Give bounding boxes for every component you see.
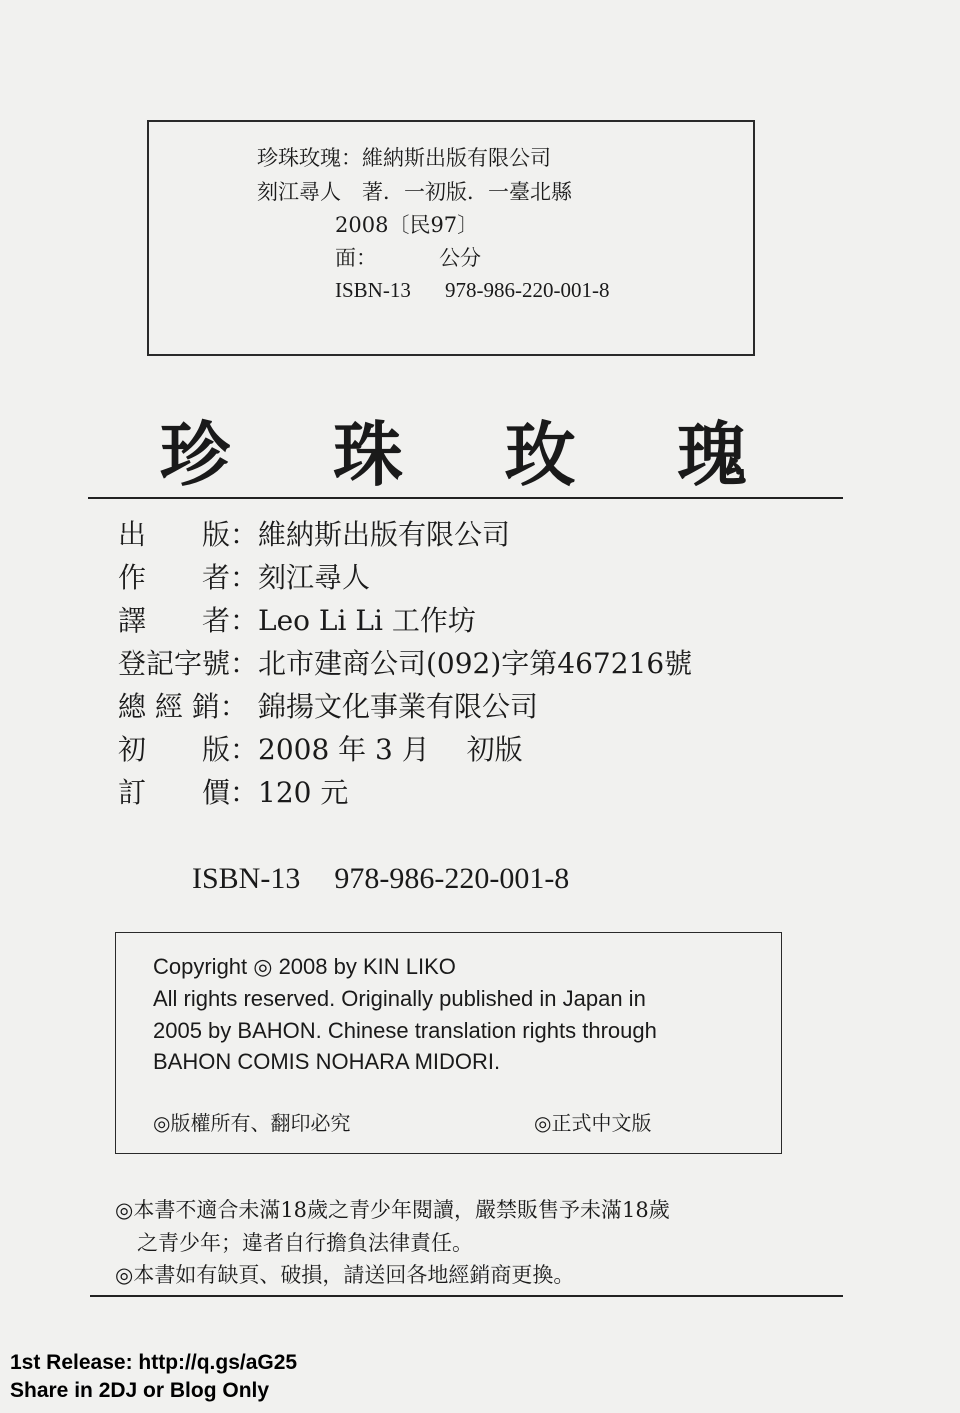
publisher-row xyxy=(118,518,511,551)
book-title xyxy=(0,413,960,500)
title-divider xyxy=(88,497,843,499)
distributor-value: 錦揚文化事業有限公司 xyxy=(258,690,539,723)
official-edition-mark: ◎正式中文版 xyxy=(534,1111,652,1135)
author-row xyxy=(118,561,371,594)
defect-notice: ◎本書如有缺頁、破損，請送回各地經銷商更換。 xyxy=(115,1263,575,1287)
title-char-4: 瑰 xyxy=(677,413,747,496)
title-char-3: 玫 xyxy=(505,413,575,496)
distributor-label: 總 經 銷： xyxy=(118,690,248,723)
publisher-label: 出 版： xyxy=(118,518,259,551)
price-label: 訂 價： xyxy=(118,776,259,809)
copyright-line-2: All rights reserved. Originally published in Japan in xyxy=(153,986,646,1011)
cip-isbn-label: ISBN-13 xyxy=(335,278,411,302)
registration-value: 北市建商公司(092)字第467216號 xyxy=(258,647,693,680)
translator-row xyxy=(118,604,476,637)
age-notice-line-1: ◎本書不適合未滿18歲之青少年閱讀，嚴禁販售予未滿18歲 xyxy=(115,1198,670,1222)
price-row xyxy=(118,776,349,809)
title-char-2: 珠 xyxy=(333,413,403,496)
edition-value: 2008 年 3 月 初版 xyxy=(258,733,523,766)
cip-year: 2008〔民97〕 xyxy=(335,213,479,237)
copyright-line-1: Copyright ◎ 2008 by KIN LIKO xyxy=(153,954,456,979)
cip-isbn-value: 978-986-220-001-8 xyxy=(445,278,610,302)
registration-row xyxy=(118,647,693,680)
isbn-main-value: 978-986-220-001-8 xyxy=(334,862,570,895)
translator-value: Leo Li Li 工作坊 xyxy=(258,604,476,637)
bottom-divider xyxy=(90,1295,843,1297)
copyright-line-4: BAHON COMIS NOHARA MIDORI. xyxy=(153,1049,501,1074)
release-line-2: Share in 2DJ or Blog Only xyxy=(10,1379,270,1402)
all-rights-mark: ◎版權所有、翻印必究 xyxy=(153,1111,351,1135)
author-label: 作 者： xyxy=(118,561,259,594)
cip-data-box xyxy=(147,120,755,356)
price-value: 120 元 xyxy=(258,776,349,809)
title-char-1: 珍 xyxy=(160,413,230,496)
age-notice-line-2: 之青少年；違者自行擔負法律責任。 xyxy=(137,1231,473,1255)
copyright-box xyxy=(115,932,782,1154)
registration-label: 登記字號： xyxy=(118,647,259,680)
author-value: 刻江尋人 xyxy=(258,561,371,594)
cip-title-publisher: 珍珠玫瑰：維納斯出版有限公司 xyxy=(257,146,551,170)
distributor-row xyxy=(118,690,539,723)
cip-author-edition: 刻江尋人 著．一初版．一臺北縣 xyxy=(257,180,572,204)
copyright-line-3: 2005 by BAHON. Chinese translation rights through xyxy=(153,1018,657,1043)
translator-label: 譯 者： xyxy=(118,604,259,637)
isbn-main xyxy=(192,862,569,896)
isbn-main-label: ISBN-13 xyxy=(192,862,301,895)
cip-pages-label: 面： xyxy=(335,246,377,270)
release-line-1: 1st Release: http://q.gs/aG25 xyxy=(10,1351,298,1374)
edition-row xyxy=(118,733,523,766)
cip-size-unit: 公分 xyxy=(439,246,481,270)
edition-label: 初 版： xyxy=(118,733,259,766)
publisher-value: 維納斯出版有限公司 xyxy=(258,518,511,551)
